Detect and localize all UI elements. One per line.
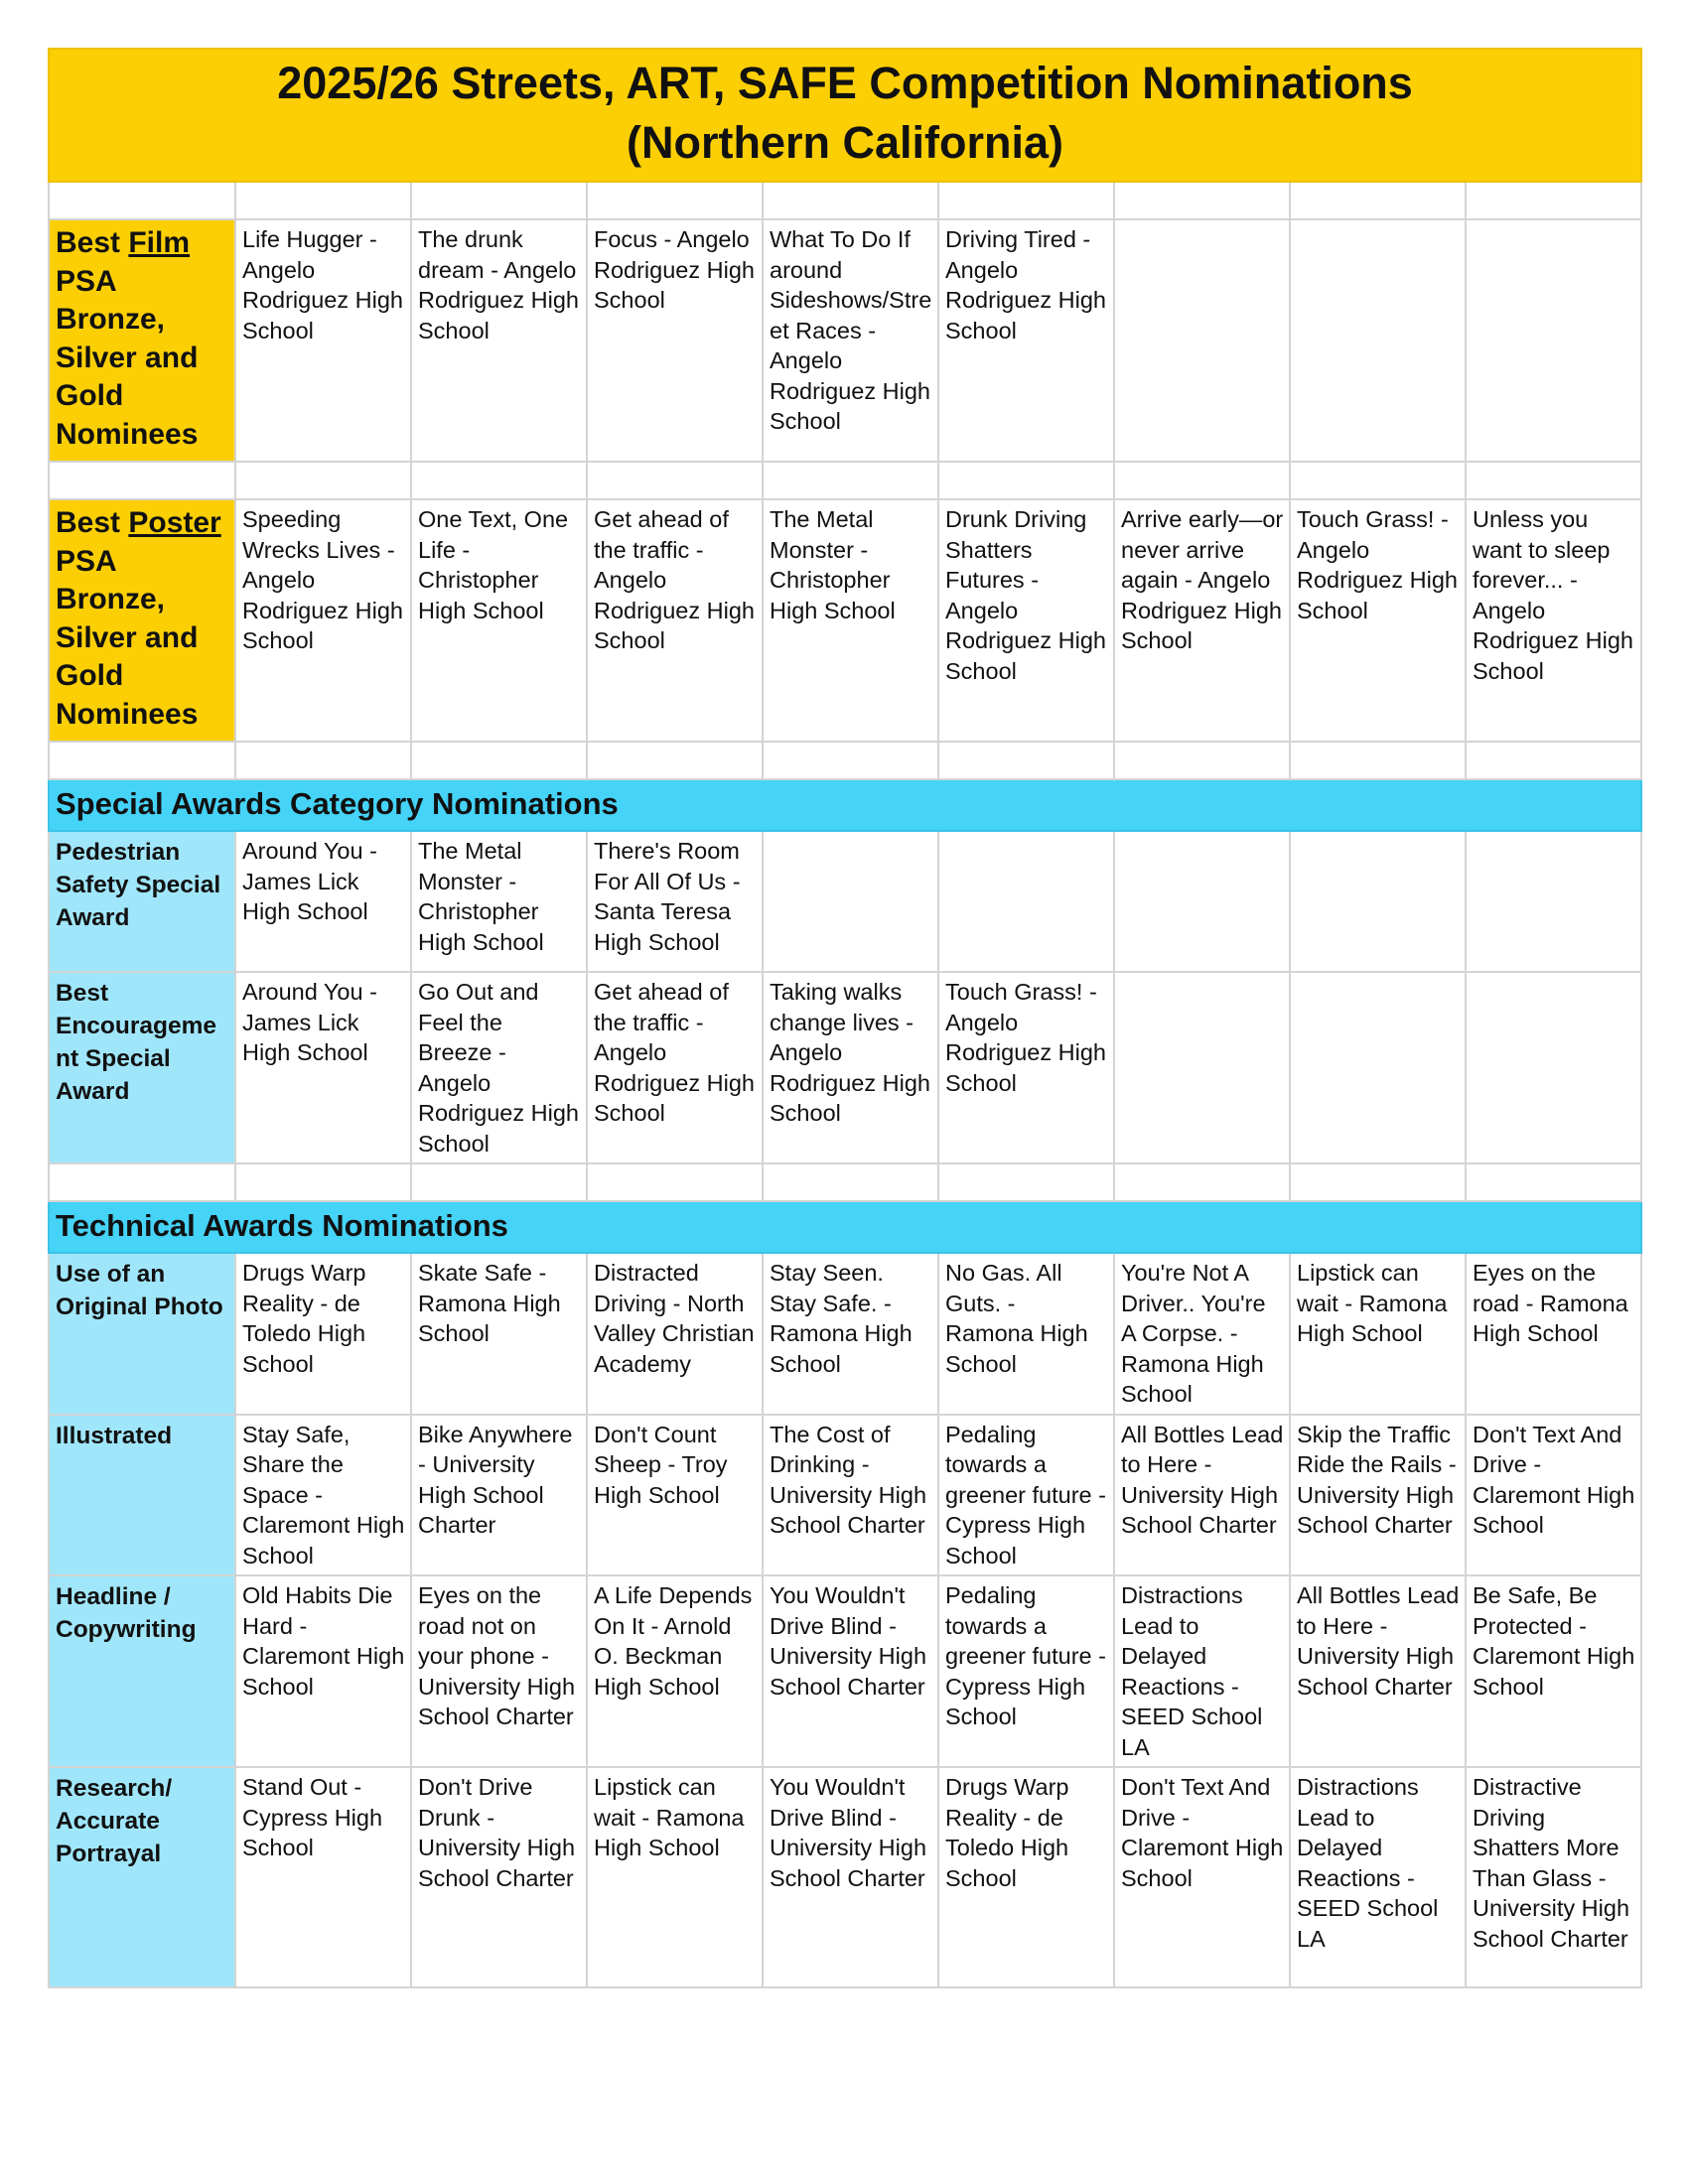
section-heading-technical-awards: Technical Awards Nominations [49, 1201, 1641, 1253]
nominee-cell: Skip the Traffic Ride the Rails - University High School Charter [1290, 1415, 1466, 1576]
nominee-cell [1290, 219, 1466, 462]
category-label-research-accurate-portrayal: Research/ Accurate Portrayal [49, 1767, 235, 1987]
nominee-cell: The Cost of Drinking - University High School Charter [763, 1415, 938, 1576]
category-label-best-poster: Best Poster PSA Bronze, Silver and Gold Nominees [49, 499, 235, 742]
nominee-cell: Focus - Angelo Rodriguez High School [587, 219, 763, 462]
category-row-best-poster [49, 499, 1641, 742]
nominee-cell: Go Out and Feel the Breeze - Angelo Rodriguez High School [411, 972, 587, 1163]
spacer-row [49, 182, 1641, 219]
nominee-cell [938, 831, 1114, 972]
page-title-line-1: 2025/26 Streets, ART, SAFE Competition Nominations [277, 58, 1413, 108]
nominee-cell: Unless you want to sleep forever... - Angelo Rodriguez High School [1466, 499, 1641, 742]
nominee-cell: Taking walks change lives - Angelo Rodriguez High School [763, 972, 938, 1163]
nominee-cell: You Wouldn't Drive Blind - University High School Charter [763, 1767, 938, 1987]
category-row-original-photo [49, 1253, 1641, 1415]
category-row-pedestrian-safety [49, 831, 1641, 972]
nominee-cell: What To Do If around Sideshows/Street Races - Angelo Rodriguez High School [763, 219, 938, 462]
nominee-cell: Stay Safe, Share the Space - Claremont High School [235, 1415, 411, 1576]
category-label-illustrated: Illustrated [49, 1415, 235, 1576]
nominee-cell: Touch Grass! - Angelo Rodriguez High School [938, 972, 1114, 1163]
nominee-cell: You Wouldn't Drive Blind - University High School Charter [763, 1575, 938, 1767]
nominee-cell: No Gas. All Guts. - Ramona High School [938, 1253, 1114, 1415]
nominee-cell: Bike Anywhere - University High School Charter [411, 1415, 587, 1576]
category-row-research-accurate-portrayal [49, 1767, 1641, 1987]
category-label-best-film: Best Film PSA Bronze, Silver and Gold Nominees [49, 219, 235, 462]
nominee-cell: Get ahead of the traffic - Angelo Rodriguez High School [587, 972, 763, 1163]
nominee-cell [763, 831, 938, 972]
nominee-cell: Stay Seen. Stay Safe. - Ramona High School [763, 1253, 938, 1415]
nominee-cell: Don't Count Sheep - Troy High School [587, 1415, 763, 1576]
nominee-cell [1114, 831, 1290, 972]
nominee-cell: Life Hugger - Angelo Rodriguez High School [235, 219, 411, 462]
category-row-headline-copywriting [49, 1575, 1641, 1767]
nominee-cell: Drugs Warp Reality - de Toledo High School [938, 1767, 1114, 1987]
nominee-cell: Don't Text And Drive - Claremont High School [1114, 1767, 1290, 1987]
nominations-table [48, 48, 1642, 1988]
page-title-line-2: (Northern California) [627, 117, 1064, 168]
nominee-cell: Stand Out - Cypress High School [235, 1767, 411, 1987]
nominee-cell: Old Habits Die Hard - Claremont High School [235, 1575, 411, 1767]
nominee-cell: Around You - James Lick High School [235, 972, 411, 1163]
nominee-cell [1290, 831, 1466, 972]
nominee-cell: Arrive early—or never arrive again - Angelo Rodriguez High School [1114, 499, 1290, 742]
nominee-cell [1114, 219, 1290, 462]
nominee-cell [1466, 972, 1641, 1163]
category-row-best-film [49, 219, 1641, 462]
category-label-best-encouragement: Best Encouragement Special Award [49, 972, 235, 1163]
nominee-cell: Pedaling towards a greener future - Cypress High School [938, 1415, 1114, 1576]
nominee-cell: Pedaling towards a greener future - Cypress High School [938, 1575, 1114, 1767]
nominee-cell: Get ahead of the traffic - Angelo Rodriguez High School [587, 499, 763, 742]
spacer-row [49, 462, 1641, 499]
spacer-row [49, 742, 1641, 779]
nominee-cell: Eyes on the road not on your phone - University High School Charter [411, 1575, 587, 1767]
nominee-cell: Distractions Lead to Delayed Reactions - SEED School LA [1114, 1575, 1290, 1767]
nominee-cell: Lipstick can wait - Ramona High School [587, 1767, 763, 1987]
nominee-cell: One Text, One Life - Christopher High School [411, 499, 587, 742]
category-label-pedestrian-safety: Pedestrian Safety Special Award [49, 831, 235, 972]
nominee-cell: The Metal Monster - Christopher High School [411, 831, 587, 972]
nominee-cell: Distractions Lead to Delayed Reactions - SEED School LA [1290, 1767, 1466, 1987]
nominee-cell: Lipstick can wait - Ramona High School [1290, 1253, 1466, 1415]
category-label-original-photo: Use of an Original Photo [49, 1253, 235, 1415]
nominee-cell: Driving Tired - Angelo Rodriguez High School [938, 219, 1114, 462]
page-title [49, 49, 1641, 182]
nominee-cell: Distracted Driving - North Valley Christian Academy [587, 1253, 763, 1415]
nominee-cell: Around You - James Lick High School [235, 831, 411, 972]
nominee-cell: Skate Safe - Ramona High School [411, 1253, 587, 1415]
nominee-cell: All Bottles Lead to Here - University High School Charter [1290, 1575, 1466, 1767]
nominee-cell: Be Safe, Be Protected - Claremont High School [1466, 1575, 1641, 1767]
nominee-cell: The drunk dream - Angelo Rodriguez High School [411, 219, 587, 462]
nominee-cell: Distractive Driving Shatters More Than Glass - University High School Charter [1466, 1767, 1641, 1987]
nominee-cell [1466, 831, 1641, 972]
nominee-cell: Touch Grass! - Angelo Rodriguez High School [1290, 499, 1466, 742]
category-label-headline-copywriting: Headline / Copywriting [49, 1575, 235, 1767]
nominee-cell: A Life Depends On It - Arnold O. Beckman High School [587, 1575, 763, 1767]
nominee-cell [1290, 972, 1466, 1163]
nominee-cell [1114, 972, 1290, 1163]
nominee-cell: Drugs Warp Reality - de Toledo High School [235, 1253, 411, 1415]
nominee-cell: You're Not A Driver.. You're A Corpse. - Ramona High School [1114, 1253, 1290, 1415]
nominee-cell: All Bottles Lead to Here - University High School Charter [1114, 1415, 1290, 1576]
nominee-cell: Don't Drive Drunk - University High School Charter [411, 1767, 587, 1987]
nominee-cell: Drunk Driving Shatters Futures - Angelo Rodriguez High School [938, 499, 1114, 742]
nominee-cell: There's Room For All Of Us - Santa Teresa High School [587, 831, 763, 972]
nominee-cell: Eyes on the road - Ramona High School [1466, 1253, 1641, 1415]
nominee-cell [1466, 219, 1641, 462]
nominee-cell: Speeding Wrecks Lives - Angelo Rodriguez High School [235, 499, 411, 742]
nominee-cell: The Metal Monster - Christopher High School [763, 499, 938, 742]
spacer-row [49, 1163, 1641, 1201]
section-heading-special-awards: Special Awards Category Nominations [49, 779, 1641, 831]
category-row-best-encouragement [49, 972, 1641, 1163]
category-row-illustrated [49, 1415, 1641, 1576]
nominee-cell: Don't Text And Drive - Claremont High School [1466, 1415, 1641, 1576]
